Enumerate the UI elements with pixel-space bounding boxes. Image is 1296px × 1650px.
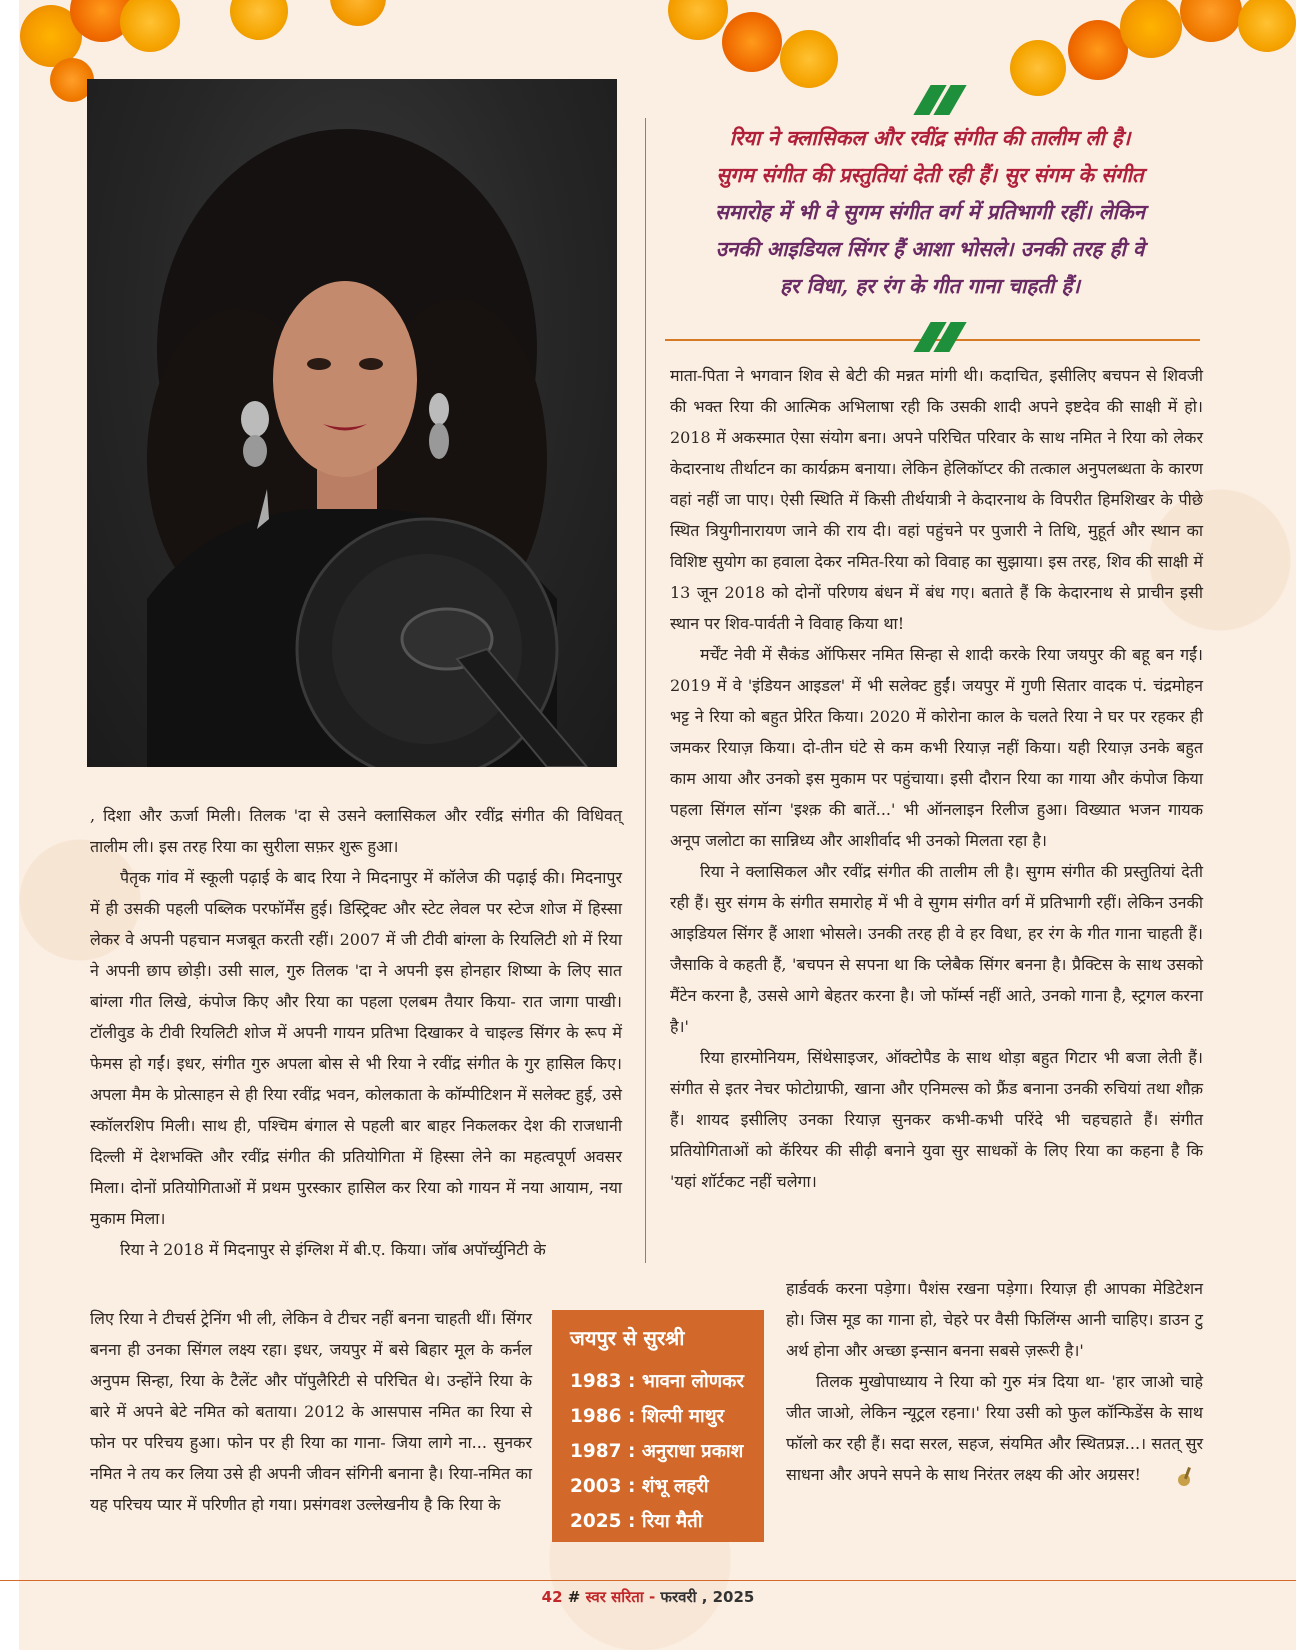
- paragraph: [786, 1366, 1203, 1490]
- pull-quote-line-5: हर विधा, हर रंग के गीत गाना चाहती हैं।: [779, 274, 1080, 298]
- box-singer-name: अनुराधा प्रकाश: [641, 1441, 744, 1462]
- box-year: 1987: [570, 1441, 622, 1462]
- footer-rule: [0, 1580, 1296, 1581]
- marigold-flower: [1180, 0, 1242, 42]
- box-colon: :: [627, 1441, 636, 1462]
- marigold-flower: [1068, 20, 1128, 80]
- issue-date: फरवरी , 2025: [660, 1588, 755, 1606]
- box-colon: :: [627, 1406, 636, 1427]
- box-singer-name: रिया मैती: [641, 1511, 703, 1532]
- box-title: जयपुर से सुरश्री: [570, 1326, 685, 1350]
- box-row: [570, 1473, 709, 1498]
- paragraph: पैतृक गांव में स्कूली पढ़ाई के बाद रिया ने मिदनापुर में कॉलेज की पढ़ाई की। मिदनापुर में ही उसकी पहली पब्लिक परफॉर्मेंस हुई। डिस्ट्रिक्ट और स्टेट लेवल पर स्टेज शोज में हिस्सा लेकर वे अपनी पहचान मजबूत करती रहीं। 2007 में जी टीवी बांग्ला के रियलिटी शो में रिया ने अपनी छाप छोड़ी। उसी साल, गुरु तिलक 'दा ने अपनी इस होनहार शिष्या के लिए सात बांग्ला गीत लिखे, कंपोज किए और रिया का पहला एलबम तैयार किया- रात जागा पाखी। टॉलीवुड के टीवी रियलिटी शोज में अपनी गायन प्रतिभा दिखाकर वे चाइल्ड सिंगर के रूप में फेमस हो गईं। इधर, संगीत गुरु अपला बोस से भी रिया ने रवींद्र संगीत के गुर हासिल किए। अपला मैम के प्रोत्साहन से ही रिया रवींद्र भवन, कोलकाता के कॉम्पीटिशन में सलेक्ट हुई, उसे स्कॉलरशिप मिली। साथ ही, पश्चिम बंगाल से पहली बार बाहर निकलकर देश की राजधानी दिल्ली में देशभक्ति और रवींद्र संगीत की प्रतियोगिता में हिस्सा लेने का महत्वपूर्ण अवसर मिला। दोनों प्रतियोगिताओं में प्रथम पुरस्कार हासिल कर रिया को गायन में नया आयाम, नया मुकाम मिला।: [90, 868, 622, 1228]
- pull-quote-line-1: रिया ने क्लासिकल और रवींद्र संगीत की तालीम ली है।: [729, 126, 1131, 150]
- marigold-flower: [330, 0, 386, 26]
- page-footer: [0, 1587, 1296, 1607]
- singer-portrait-photo: [87, 79, 617, 767]
- article-column-left-continued: [90, 1303, 532, 1520]
- left-margin-strip: [0, 0, 19, 1650]
- box-colon: :: [627, 1371, 636, 1392]
- footer-hash: #: [567, 1588, 581, 1606]
- box-row: [570, 1508, 703, 1533]
- paragraph: मर्चेंट नेवी में सैकंड ऑफिसर नमित सिन्हा से शादी करके रिया जयपुर की बहू बन गईं। 2019 में वे 'इंडियन आइडल' में भी सलेक्ट हुईं। जयपुर में गुणी सितार वादक पं. चंद्रमोहन भट्ट ने रिया को बहुत प्रेरित किया। 2020 में कोरोना काल के चलते रिया ने घर पर रहकर ही जमकर रियाज़ किया। दो-तीन घंटे से कम कभी रियाज़ नहीं किया। यही रियाज़ उनके बहुत काम आया और उनको इस मुकाम पर पहुंचाया। इसी दौरान रिया का गाया और कंपोज किया पहला सिंगल सॉन्ग 'इश्क़ की बातें...' भी ऑनलाइन रिलीज हुआ। विख्यात भजन गायक अनूप जलोटा का सान्निध्य और आशीर्वाद भी उनको मिलता रहा है।: [670, 645, 1203, 850]
- box-year: 2003: [570, 1476, 622, 1497]
- article-column-right-continued: [786, 1273, 1203, 1490]
- box-colon: :: [627, 1511, 636, 1532]
- pull-quote: [640, 80, 1220, 350]
- paragraph: रिया ने 2018 में मिदनापुर से इंग्लिश में बी.ए. किया। जॉब अपॉर्च्युनिटी के: [120, 1240, 546, 1259]
- magazine-name: स्वर सरिता: [585, 1588, 644, 1606]
- marigold-flower: [668, 0, 728, 40]
- pull-quote-line-2: सुगम संगीत की प्रस्तुतियां देती रही हैं। सुर संगम के संगीत: [716, 163, 1144, 187]
- box-year: 2025: [570, 1511, 622, 1532]
- paragraph: , दिशा और ऊर्जा मिली। तिलक 'दा से उसने क्लासिकल और रवींद्र संगीत की विधिवत् तालीम ली। इस तरह रिया का सुरीला सफ़र शुरू हुआ।: [90, 806, 622, 856]
- pull-quote-line-3: समारोह में भी वे सुगम संगीत वर्ग में प्रतिभागी रहीं। लेकिन: [715, 200, 1145, 224]
- article-column-left: [90, 800, 622, 1265]
- box-singer-name: शंभू लहरी: [641, 1476, 709, 1497]
- tanpura-end-icon: [1146, 1465, 1168, 1487]
- paragraph: रिया हारमोनियम, सिंथेसाइजर, ऑक्टोपैड के साथ थोड़ा बहुत गिटार भी बजा लेती हैं। संगीत से इतर नेचर फोटोग्राफी, खाना और एनिमल्स को फ्रैंड बनाना उनकी रुचियां तथा शौक़ हैं। शायद इसीलिए उनका रियाज़ सुनकर कभी-कभी परिंदे भी चहचहाते हैं। संगीत प्रतियोगिताओं को कॅरियर की सीढ़ी बनाने युवा सुर साधकों के लिए रिया का कहना है कि 'यहां शॉर्टकट नहीं चलेगा।: [670, 1048, 1203, 1191]
- marigold-flower: [230, 0, 288, 40]
- paragraph: माता-पिता ने भगवान शिव से बेटी की मन्नत मांगी थी। कदाचित, इसीलिए बचपन से शिवजी की भक्त रिया की आत्मिक अभिलाषा रही कि उसकी शादी अपने इष्टदेव की साक्षी में हो। 2018 में अकस्मात ऐसा संयोग बना। अपने परिचित परिवार के साथ नमित ने रिया को लेकर केदारनाथ तीर्थाटन का कार्यक्रम बनाया। लेकिन हेलिकॉप्टर की तत्काल अनुपलब्धता के कारण वहां नहीं जा पाए। ऐसी स्थिति में किसी तीर्थयात्री ने केदारनाथ के विपरीत हिमशिखर के पीछे स्थित त्रियुगीनारायण जाने की राय दी। वहां पहुंचने पर पुजारी ने तिथि, मुहूर्त और स्थान का विशिष्ट सुयोग का हवाला देकर नमित-रिया को विवाह का सुझाया। इस तरह, शिव की साक्षी में 13 जून 2018 को दोनों परिणय बंधन में बंध गए। बताते हैं कि केदारनाथ से प्राचीन इसी स्थान पर शिव-पार्वती ने विवाह किया था!: [670, 366, 1203, 633]
- paragraph-text: तिलक मुखोपाध्याय ने रिया को गुरु मंत्र दिया था- 'हार जाओ चाहे जीत जाओ, लेकिन न्यूट्रल रहना।' रिया उसी को फुल कॉन्फिडेंस के साथ फॉलो कर रही हैं। सदा सरल, सहज, संयमित और स्थितप्रज्ञ...। सतत् सुर साधना और अपने सपने के साथ निरंतर लक्ष्य की ओर अग्रसर!: [786, 1372, 1203, 1484]
- pull-quote-text: [640, 120, 1220, 305]
- box-singer-name: शिल्पी माथुर: [641, 1406, 725, 1427]
- marigold-flower: [1238, 0, 1296, 52]
- box-row: [570, 1403, 724, 1428]
- box-row: [570, 1438, 743, 1463]
- box-colon: :: [627, 1476, 636, 1497]
- article-column-right: [670, 360, 1203, 1197]
- paragraph: रिया ने क्लासिकल और रवींद्र संगीत की तालीम ली है। सुगम संगीत की प्रस्तुतियां देती रही हैं। सुर संगम के संगीत समारोह में भी वे सुगम संगीत वर्ग में प्रतिभागी रहीं। लेकिन उनकी आइडियल सिंगर हैं आशा भोसले। उनकी तरह ही वे हर विधा, हर रंग के गीत गाना चाहती हैं। जैसाकि वे कहती हैं, 'बचपन से सपना था कि प्लेबैक सिंगर बनना है। प्रैक्टिस के साथ उसको मैंटेन करना है, उससे आगे बेहतर करना है। जो फॉर्म्स नहीं आते, उनको गाना है, स्ट्रगल करना है।': [670, 862, 1203, 1036]
- column-divider: [645, 118, 646, 1263]
- jaipur-singers-box: [552, 1310, 764, 1542]
- pull-quote-line-4: उनकी आइडियल सिंगर हैं आशा भोसले। उनकी तरह ही वे: [715, 237, 1145, 261]
- marigold-flower: [120, 0, 180, 52]
- box-year: 1983: [570, 1371, 622, 1392]
- paragraph: हार्डवर्क करना पड़ेगा। पैशंस रखना पड़ेगा। रियाज़ ही आपका मेडिटेशन हो। जिस मूड का गाना हो, चेहरे पर वैसी फिलिंग्स आनी चाहिए। डाउन टु अर्थ होना और अच्छा इन्सान बनना सबसे ज़रूरी है।': [786, 1279, 1203, 1360]
- box-year: 1986: [570, 1406, 622, 1427]
- portrait-illustration: [87, 79, 617, 767]
- page-number: 42: [541, 1588, 563, 1606]
- marigold-flower: [1120, 0, 1182, 58]
- box-row: [570, 1368, 744, 1393]
- footer-dash: -: [648, 1588, 656, 1606]
- marigold-flower: [722, 12, 782, 72]
- close-quote-icon: [910, 322, 956, 352]
- paragraph: लिए रिया ने टीचर्स ट्रेनिंग भी ली, लेकिन वे टीचर नहीं बनना चाहती थीं। सिंगर बनना ही उनका सिंगल लक्ष्य रहा। इधर, जयपुर में बसे बिहार मूल के कर्नल अनुपम सिन्हा, रिया के टैलेंट और पॉपुलैरिटी से परिचित थे। उन्होंने रिया के बारे में अपने बेटे नमित को बताया। 2012 के आसपास नमित का रिया से फोन पर परिचय हुआ। फोन पर ही रिया का गाना- जिया लागे ना... सुनकर नमित ने तय कर लिया उसे ही अपनी जीवन संगिनी बनाना है। रिया-नमित का यह परिचय प्यार में परिणीत हो गया। प्रसंगवश उल्लेखनीय है कि रिया के: [90, 1309, 532, 1514]
- box-singer-name: भावना लोणकर: [641, 1371, 744, 1392]
